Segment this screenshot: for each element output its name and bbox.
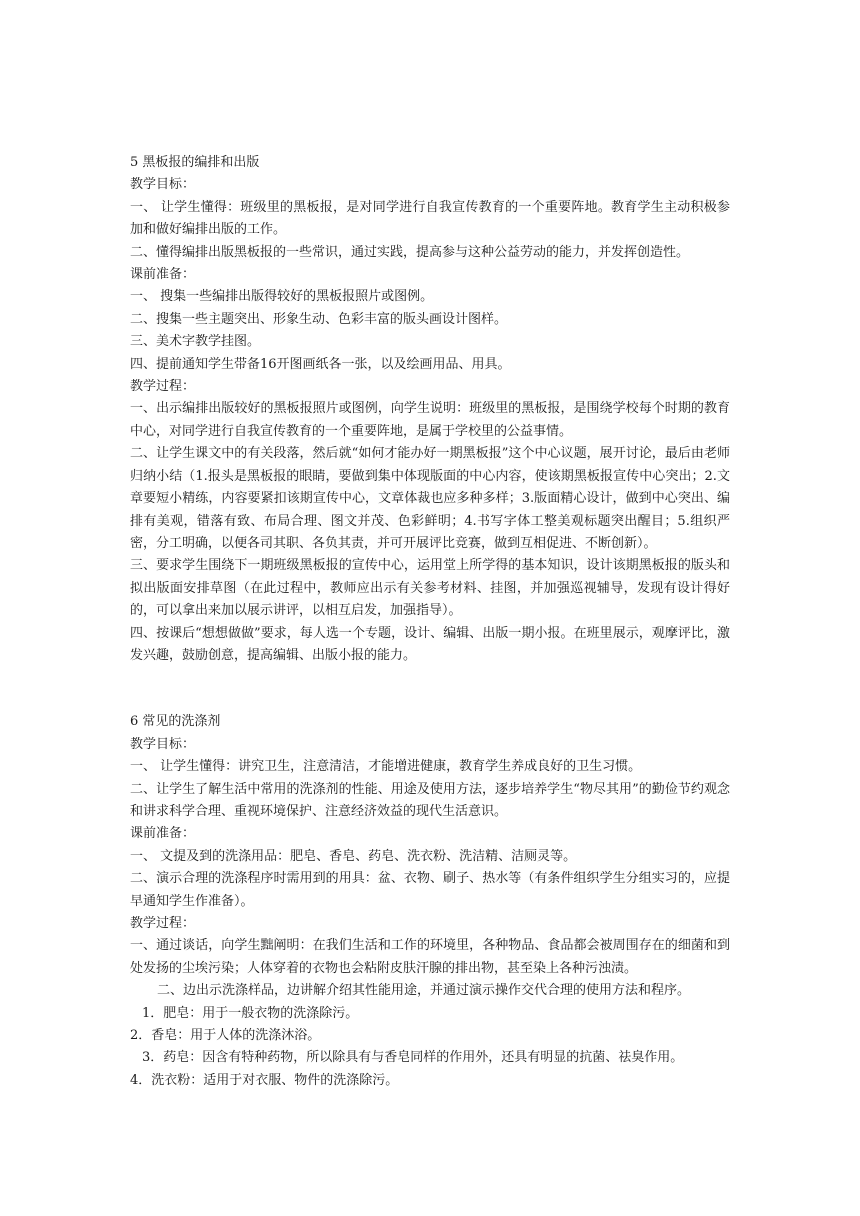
process-heading: 教学过程： — [130, 916, 196, 931]
prep-paragraph: 三、美术字教学挂图。 — [130, 334, 261, 350]
document-body — [130, 152, 730, 1092]
list-item: 4．洗衣粉：适用于对衣服、物件的洗涤除污。 — [130, 1072, 399, 1088]
list-item: 1．肥皂：用于一般衣物的洗涤除污。 — [142, 1005, 359, 1021]
goal-paragraph: 一、 让学生懂得：班级里的黑板报，是对同学进行自我宣传教育的一个重要阵地。教育学生主动积极参加和做好编排出版的工作。 — [130, 199, 730, 238]
list-item: 3．药皂：因含有特种药物，所以除具有与香皂同样的作用外，还具有明显的抗菌、祛臭作用。 — [142, 1050, 684, 1066]
prep-heading: 课前准备： — [130, 826, 196, 842]
process-paragraph: 二、边出示洗涤样品，边讲解介绍其性能用途，并通过演示操作交代合理的使用方法和程序。 — [157, 983, 691, 999]
goal-paragraph: 二、懂得编排出版黑板报的一些常识，通过实践，提高参与这种公益劳动的能力，并发挥创造性。 — [130, 244, 690, 260]
prep-paragraph: 二、演示合理的洗涤程序时需用到的用具：盆、衣物、刷子、热水等（有条件组织学生分组实习的，应提早通知学生作准备）。 — [130, 871, 730, 909]
process-paragraph: 一、出示编排出版较好的黑板报照片或图例，向学生说明：班级里的黑板报，是围绕学校每个时期的教育中心，对同学进行自我宣传教育的一个重要阵地，是属于学校里的公益事情。 — [130, 401, 730, 439]
process-heading: 教学过程： — [130, 379, 196, 395]
goal-paragraph: 二、让学生了解生活中常用的洗涤剂的性能、用途及使用方法，逐步培养学生“物尽其用”的勤俭节约观念和讲求科学合理、重视环境保护、注意经济效益的现代生活意识。 — [130, 781, 730, 819]
prep-paragraph: 一、 搜集一些编排出版得较好的黑板报照片或图例。 — [130, 289, 434, 305]
process-paragraph: 四、按课后“想想做做”要求，每人选一个专题，设计、编辑、出版一期小报。在班里展示，观摩评比，激发兴趣，鼓励创意，提高编辑、出版小报的能力。 — [130, 625, 730, 663]
section-title: 6 常见的洗涤剂 — [130, 714, 221, 730]
prep-heading: 课前准备： — [130, 267, 196, 283]
list-item: 2．香皂：用于人体的洗涤沐浴。 — [130, 1028, 321, 1044]
prep-paragraph: 一、 文提及到的洗涤用品：肥皂、香皂、药皂、洗衣粉、洗洁精、洁厕灵等。 — [130, 848, 577, 864]
goal-heading: 教学目标： — [130, 177, 196, 193]
goal-heading: 教学目标： — [130, 736, 196, 752]
prep-paragraph: 二、搜集一些主题突出、形象生动、色彩丰富的版头画设计图样。 — [130, 311, 508, 327]
section-gap — [130, 667, 730, 711]
prep-paragraph: 四、提前通知学生带备16开图画纸各一张，以及绘画用品、用具。 — [130, 356, 511, 372]
section-title: 5 黑板报的编排和出版 — [130, 155, 260, 170]
process-paragraph: 三、要求学生围绕下一期班级黑板报的宣传中心，运用堂上所学得的基本知识，设计该期黑板报的版头和拟出版面安排草图（在此过程中，教师应出示有关参考材料、挂图，并加强巡视辅导，发现有设计得好的，可以拿出来加以展示讲评，以相互启发，加强指导）。 — [130, 558, 730, 619]
goal-paragraph: 一、 让学生懂得：讲究卫生，注意清洁，才能增进健康，教育学生养成良好的卫生习惯。 — [130, 759, 642, 775]
process-paragraph: 一、通过谈话，向学生黜阐明：在我们生活和工作的环境里，各种物品、食品都会被周围存在的细菌和到处发扬的尘埃污染；人体穿着的衣物也会粘附皮肤汗腺的排出物，甚至染上各种污浊渍。 — [130, 938, 730, 976]
process-paragraph: 二、让学生课文中的有关段落，然后就“如何才能办好一期黑板报”这个中心议题，展开讨论，最后由老师归纳小结（1.报头是黑板报的眼睛，要做到集中体现版面的中心内容，使该期黑板报宣传中心突出；2.文章要短小精练，内容要紧扣该期宣传中心，文章体裁也应多种多样；3.版面精心设计，做到中心突出、编排有美观，错落有致、布局合理、图文并茂、色彩鲜明；4.书写字体工整美观标题突出醒目；5.组织严密，分工明确，以便各司其职、各负其责，并可开展评比竞赛，做到互相促进、不断创新）。 — [130, 446, 730, 551]
